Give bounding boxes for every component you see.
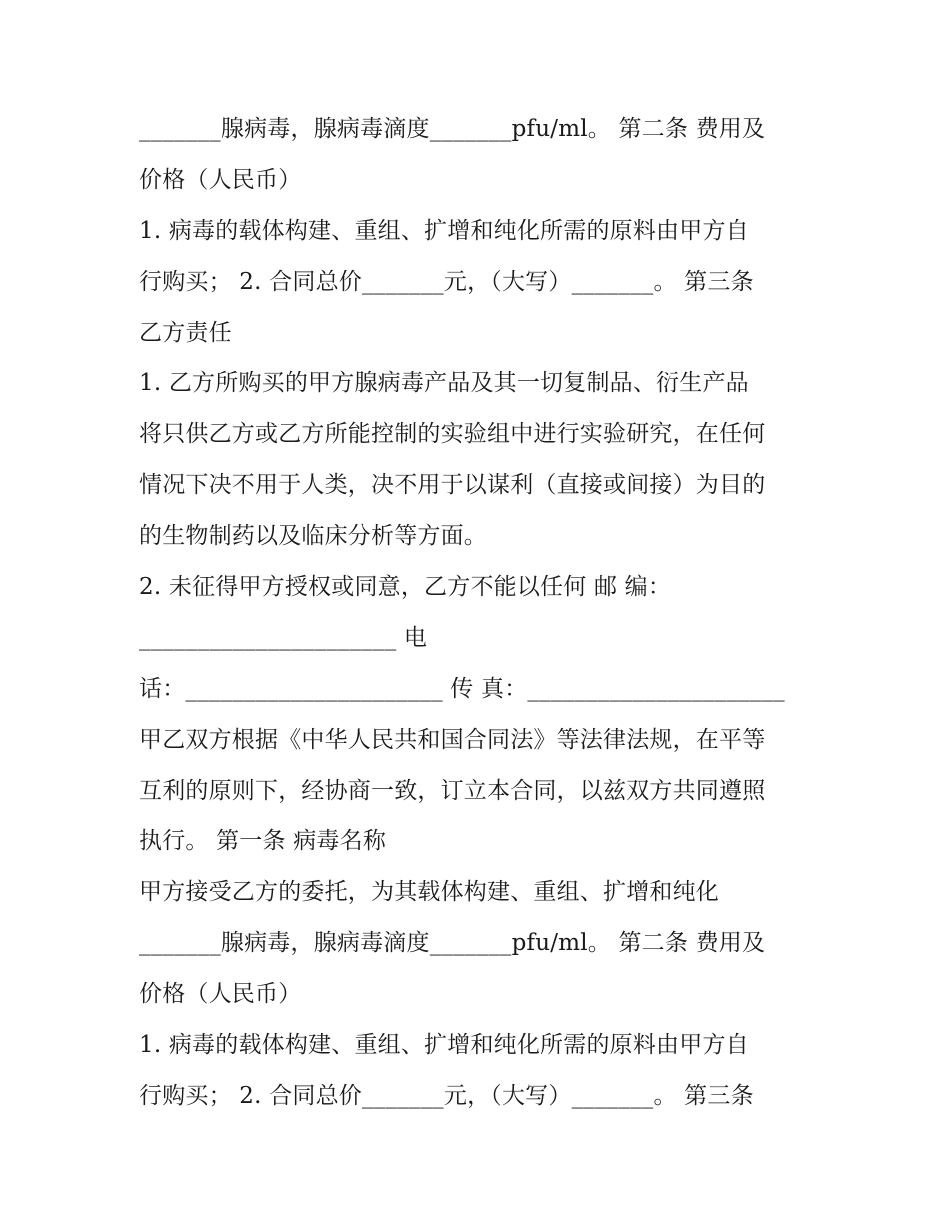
text-line: 行购买； 2. 合同总价_______元，（大写）_______。 第三条 — [139, 268, 754, 295]
text-line: 1. 乙方所购买的甲方腺病毒产品及其一切复制品、衍生产品 — [139, 370, 749, 397]
text-line: 价格（人民币） — [139, 981, 302, 1008]
text-line: _______腺病毒，腺病毒滴度_______pfu/ml。 第二条 费用及 — [139, 116, 766, 142]
text-line: 1. 病毒的载体构建、重组、扩增和纯化所需的原料由甲方自 — [139, 1032, 749, 1059]
contract-text — [139, 104, 829, 1122]
text-line: 执行。 第一条 病毒名称 — [139, 828, 387, 855]
text-line: 价格（人民币） — [139, 166, 302, 193]
text-line: 情况下决不用于人类，决不用于以谋利（直接或间接）为目的 — [139, 472, 766, 499]
text-line: ______________________ 电 — [139, 624, 428, 651]
text-line: 将只供乙方或乙方所能控制的实验组中进行实验研究，在任何 — [139, 421, 766, 448]
text-line: 2. 未征得甲方授权或同意，乙方不能以任何 邮 编： — [139, 574, 672, 601]
text-line: 乙方责任 — [139, 319, 232, 346]
text-line: 话：______________________ 传 真：______________________ — [139, 675, 785, 702]
text-line: 的生物制药以及临床分析等方面。 — [139, 523, 487, 550]
text-line: 行购买； 2. 合同总价_______元，（大写）_______。 第三条 — [139, 1082, 754, 1109]
text-line: _______腺病毒，腺病毒滴度_______pfu/ml。 第二条 费用及 — [139, 930, 766, 957]
text-line: 甲方接受乙方的委托，为其载体构建、重组、扩增和纯化 — [139, 879, 719, 906]
text-line: 互利的原则下，经协商一致，订立本合同，以兹双方共同遵照 — [139, 777, 766, 804]
text-line: 甲乙双方根据《中华人民共和国合同法》等法律法规，在平等 — [139, 726, 766, 753]
text-line: 1. 病毒的载体构建、重组、扩增和纯化所需的原料由甲方自 — [139, 217, 749, 244]
